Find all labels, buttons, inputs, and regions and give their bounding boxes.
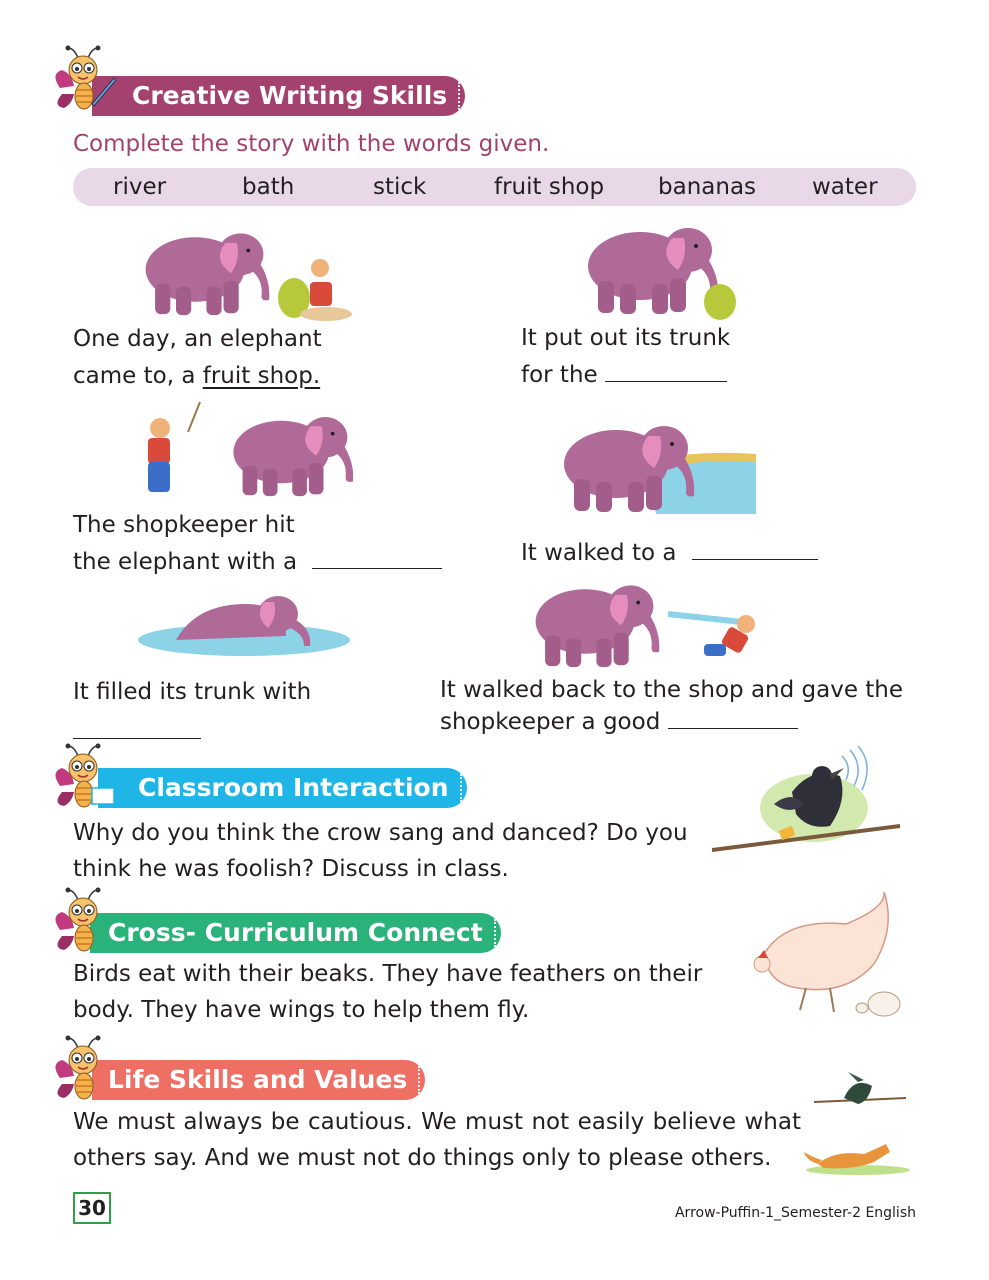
section-title: Life Skills and Values [108,1065,408,1094]
section-header-life [92,1060,425,1100]
story-text: the elephant with a [73,544,442,581]
word-bath: bath [242,174,295,200]
story-sentence-2 [521,320,730,394]
section-header-classroom [98,768,467,808]
story-text: It walked to a [521,535,818,572]
story-text: It walked back to the shop and gave the [440,677,904,703]
classroom-text [73,815,688,887]
butterfly-mascot-icon [52,886,116,956]
word-river: river [113,174,167,200]
answer-text: fruit shop. [202,363,321,389]
butterfly-mascot-icon [52,44,116,114]
story-text: The shopkeeper hit [73,512,295,538]
story-sentence-3 [73,507,442,581]
story-text: It filled its trunk with [73,679,312,705]
word-bananas: bananas [658,174,757,200]
story-sentence-5 [73,674,311,751]
word-water: water [812,174,878,200]
fox-illustration [804,1140,912,1176]
story-text: shopkeeper a good [440,706,903,738]
paragraph-line: body. They have wings to help them fly. [73,997,530,1023]
section-header-cross [90,913,501,953]
story-text: came to, a fruit shop. [73,363,321,389]
section-title: Cross- Curriculum Connect [108,918,483,947]
cross-text [73,956,702,1028]
answer-blank[interactable] [605,360,727,382]
elephant-bananas-illustration [580,216,750,324]
story-sentence-1 [73,321,322,395]
paragraph-line: others say. And we must not do things only to please others. [73,1145,772,1171]
answer-blank[interactable] [692,538,818,560]
page-number: 30 [73,1192,111,1224]
instruction-text: Complete the story with the words given. [73,131,550,157]
life-text [73,1104,801,1176]
elephant-river-illustration [556,414,756,522]
paragraph-line: Why do you think the crow sang and danced? Do you [73,820,688,846]
answer-blank[interactable] [73,717,201,739]
section-header-creative [92,76,465,116]
word-fruit-shop: fruit shop [494,174,605,200]
hen-chick-illustration [746,888,914,1028]
crow-illustration [712,746,916,856]
elephant-spray-illustration [528,574,786,670]
butterfly-mascot-icon [52,1034,116,1104]
section-title: Classroom Interaction [138,773,449,802]
word-bank [73,168,916,206]
story-sentence-4 [521,535,818,572]
elephant-fruit-shop-illustration [138,222,354,322]
elephant-bath-illustration [136,586,352,662]
story-text: It put out its trunk [521,325,731,351]
story-text: for the [521,357,730,394]
butterfly-mascot-icon [52,742,116,812]
word-stick: stick [373,174,427,200]
shopkeeper-stick-illustration [130,398,360,506]
small-crow-illustration [814,1072,910,1118]
answer-blank[interactable] [312,547,442,569]
section-title: Creative Writing Skills [132,81,448,110]
footer-text: Arrow-Puffin-1_Semester-2 English [674,1205,916,1221]
paragraph-line: We must always be cautious. We must not easily believe what [73,1109,801,1135]
paragraph-line: Birds eat with their beaks. They have feathers on their [73,961,703,987]
answer-blank[interactable] [668,707,798,729]
story-sentence-6 [440,674,903,738]
story-text: One day, an elephant [73,326,322,352]
paragraph-line: think he was foolish? Discuss in class. [73,856,509,882]
